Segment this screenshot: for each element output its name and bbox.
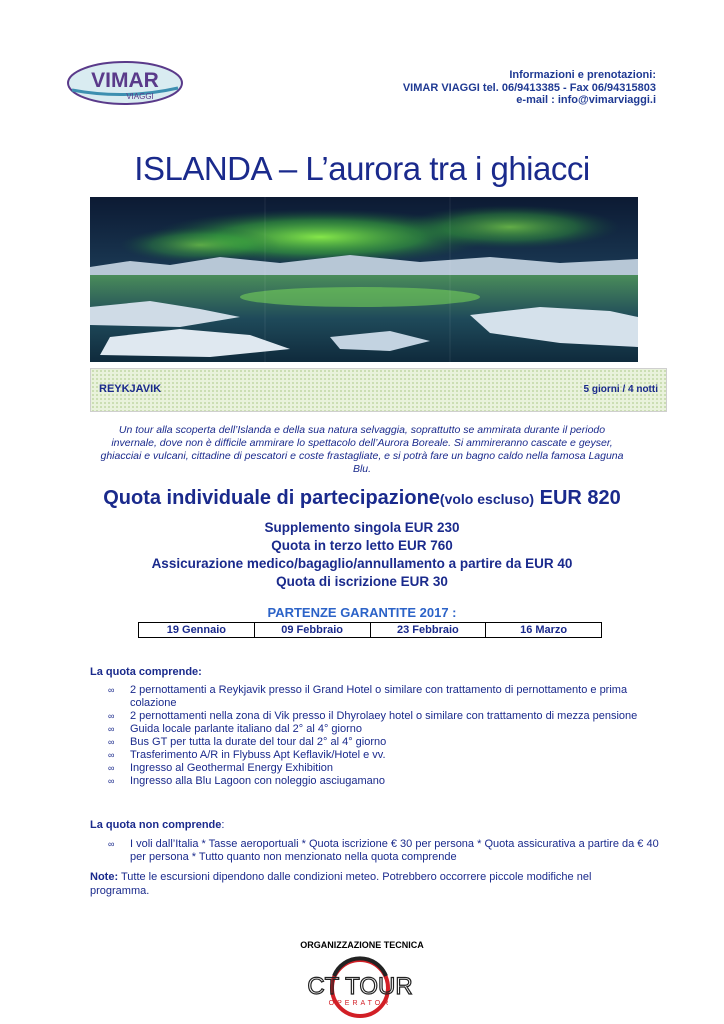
departure-date: 19 Gennaio (139, 623, 255, 638)
org-label: ORGANIZZAZIONE TECNICA (300, 940, 424, 950)
list-item: ∞ Trasferimento A/R in Flybuss Apt Keflavik/Hotel e vv. (108, 749, 386, 761)
logo-sub: VIAGGI (126, 92, 154, 101)
ct-logo-sub: OPERATOR (328, 1000, 392, 1007)
list-item: ∞ Bus GT per tutta la durate del tour dal 2° al 4° giorno (108, 736, 387, 748)
tour-city: REYKJAVIK (99, 383, 162, 395)
tour-duration: 5 giorni / 4 notti (583, 384, 658, 395)
list-item: ∞ Guida locale parlante italiano dal 2° al 4° giorno (108, 723, 363, 735)
contact-email[interactable]: e-mail : info@vimarviaggi.i (516, 94, 656, 106)
ct-tour-logo (290, 956, 430, 1020)
list-item: ∞ Ingresso al Geothermal Energy Exhibition (108, 762, 333, 774)
bullet-icon: ∞ (108, 750, 115, 760)
note-text: Note: Tutte le escursioni dipendono dalle condizioni meteo. Potrebbero occorrere piccole modifiche nel programma. (90, 871, 592, 897)
bullet-icon: ∞ (108, 776, 115, 786)
contact-info (403, 69, 656, 107)
contact-phone: VIMAR VIAGGI tel. 06/9413385 - Fax 06/94315803 (402, 81, 656, 94)
aurora-photo (90, 197, 638, 362)
excludes-heading: La quota non comprende: (90, 819, 225, 831)
list-item: ∞ 2 pernottamenti nella zona di Vik presso il Dhyrolaey hotel o similare con trattamento di mezza pensione (108, 710, 638, 722)
intro-text: Un tour alla scoperta dell’Islanda e della sua natura selvaggia, soprattutto se ammirata durante il periodo invernale, dove non è difficile ammirare lo spettacolo dell’Aurora Boreale. Si ammireranno cascate e geyser, ghiacciai e vulcani, cittadine di pescatori e coste frastagliate, e si potrà fare un bagno caldo nella famosa Laguna Blu. (100, 424, 624, 475)
supplements (0, 519, 724, 591)
supplement-line: Quota di iscrizione EUR 30 (276, 574, 448, 589)
supplement-line: Quota in terzo letto EUR 760 (271, 538, 453, 553)
contact-line: Informazioni e prenotazioni: (509, 69, 656, 81)
includes-list (90, 684, 660, 788)
ct-logo-main: CT TOUR (307, 973, 413, 1000)
quota-price: EUR 820 (539, 487, 621, 509)
bullet-icon: ∞ (108, 724, 115, 734)
includes-heading: La quota comprende: (90, 666, 202, 678)
bullet-icon: ∞ (108, 711, 115, 721)
list-item: ∞ 2 pernottamenti a Reykjavik presso il Grand Hotel o similare con trattamento di pernottamento e prima colazione (108, 684, 628, 709)
quota-label: Quota individuale di partecipazione (103, 487, 440, 509)
tour-band (90, 368, 667, 412)
bullet-icon: ∞ (108, 763, 115, 773)
bullet-icon: ∞ (108, 737, 115, 747)
departures-title: PARTENZE GARANTITE 2017 : (267, 605, 457, 620)
excludes-list (90, 838, 660, 864)
page-title: ISLANDA – L’aurora tra i ghiacci (134, 150, 590, 187)
supplement-line: Supplemento singola EUR 230 (264, 520, 460, 535)
note-label: Note: (90, 871, 119, 883)
departure-date: 16 Marzo (486, 623, 602, 638)
departure-date: 23 Febbraio (370, 623, 486, 638)
departure-date: 09 Febbraio (254, 623, 370, 638)
departures-table (138, 622, 602, 638)
logo-brand: VIMAR (91, 69, 159, 92)
vimar-viaggi-logo (66, 60, 184, 106)
list-item: ∞ Ingresso alla Blu Lagoon con noleggio asciugamano (108, 775, 386, 787)
bullet-icon: ∞ (108, 685, 115, 695)
bullet-icon: ∞ (108, 839, 115, 849)
quota-note: (volo escluso) (439, 491, 535, 507)
supplement-line: Assicurazione medico/bagaglio/annullamento a partire da EUR 40 (151, 556, 573, 571)
list-item: ∞ I voli dall’Italia * Tasse aeroportuali * Quota iscrizione € 30 per persona * Quota assicurativa a partire da € 40 per persona * Tutto quanto non menzionato nella quota comprende (108, 838, 659, 863)
quota-heading (0, 487, 724, 510)
